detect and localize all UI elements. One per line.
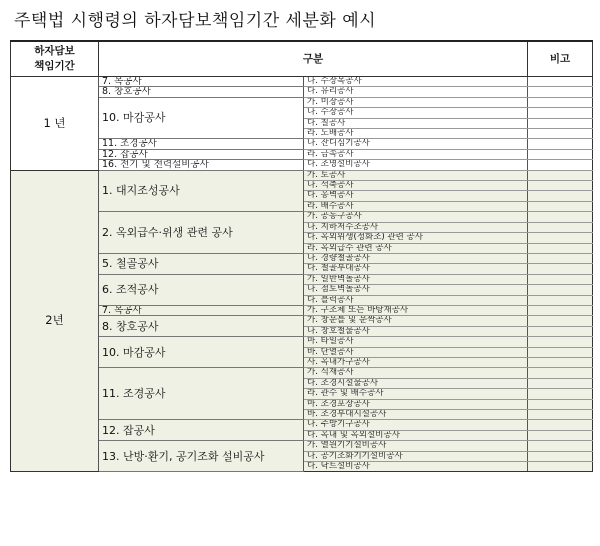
remark-cell (528, 212, 593, 222)
subcategory-cell: 가. 식재공사 (304, 368, 528, 378)
category-cell: 8. 창호공사 (99, 316, 304, 337)
remark-cell (528, 389, 593, 399)
subcategory-cell: 다. 조명설비공사 (304, 160, 528, 170)
remark-cell (528, 201, 593, 211)
subcategory-cell: 나. 점토벽돌공사 (304, 285, 528, 295)
subcategory-cell: 가. 미장공사 (304, 97, 528, 107)
subcategory-cell: 다. 닥트설비공사 (304, 462, 528, 472)
subcategory-cell: 다. 철골부대공사 (304, 264, 528, 274)
subcategory-cell: 나. 경량철골공사 (304, 253, 528, 263)
remark-cell (528, 87, 593, 97)
subcategory-cell: 라. 옥외급수 관련 공사 (304, 243, 528, 253)
category-cell: 12. 잡공사 (99, 420, 304, 441)
subcategory-cell: 가. 일반벽돌공사 (304, 274, 528, 284)
subcategory-cell: 다. 옥내 및 옥외설비공사 (304, 430, 528, 440)
subcategory-cell: 바. 단열공사 (304, 347, 528, 357)
table-row (11, 77, 593, 87)
period-cell: 2년 (11, 170, 99, 472)
remark-cell (528, 139, 593, 149)
remark-cell (528, 305, 593, 315)
category-cell: 16. 전기 및 전력설비공사 (99, 160, 304, 170)
remark-cell (528, 222, 593, 232)
header-period-line2: 책임기간 (34, 60, 75, 72)
remark-cell (528, 430, 593, 440)
table-body (11, 77, 593, 472)
table-row (11, 212, 593, 222)
remark-cell (528, 233, 593, 243)
subcategory-cell: 라. 관수 및 배수공사 (304, 389, 528, 399)
table-row (11, 368, 593, 378)
remark-cell (528, 243, 593, 253)
header-period (11, 41, 99, 77)
remark-cell (528, 253, 593, 263)
subcategory-cell: 나. 주방기구공사 (304, 420, 528, 430)
remark-cell (528, 191, 593, 201)
remark-cell (528, 285, 593, 295)
category-cell: 2. 옥외급수·위생 관련 공사 (99, 212, 304, 254)
subcategory-cell: 마. 타일공사 (304, 337, 528, 347)
table-row (11, 274, 593, 284)
subcategory-cell: 가. 공동구공사 (304, 212, 528, 222)
remark-cell (528, 410, 593, 420)
remark-cell (528, 326, 593, 336)
subcategory-cell: 바. 조경부대시설공사 (304, 410, 528, 420)
table-row (11, 253, 593, 263)
subcategory-cell: 나. 지하저수조공사 (304, 222, 528, 232)
remark-cell (528, 399, 593, 409)
subcategory-cell: 마. 조경포장공사 (304, 399, 528, 409)
table-row (11, 420, 593, 430)
subcategory-cell: 라. 배수공사 (304, 201, 528, 211)
category-cell: 7. 목공사 (99, 77, 304, 87)
remark-cell (528, 347, 593, 357)
remark-cell (528, 97, 593, 107)
remark-cell (528, 420, 593, 430)
header-period-line1: 하자담보 (34, 45, 75, 57)
category-cell: 8. 창호공사 (99, 87, 304, 97)
header-category: 구분 (99, 41, 528, 77)
remark-cell (528, 378, 593, 388)
table-header-row (11, 41, 593, 77)
table-row (11, 160, 593, 170)
category-cell: 11. 조경공사 (99, 139, 304, 149)
remark-cell (528, 108, 593, 118)
remark-cell (528, 441, 593, 451)
remark-cell (528, 368, 593, 378)
subcategory-cell: 나. 잔디심기공사 (304, 139, 528, 149)
remark-cell (528, 129, 593, 139)
category-cell: 10. 마감공사 (99, 97, 304, 139)
category-cell: 5. 철골공사 (99, 253, 304, 274)
subcategory-cell: 다. 칠공사 (304, 118, 528, 128)
table-row (11, 139, 593, 149)
remark-cell (528, 149, 593, 159)
subcategory-cell: 나. 창호철물공사 (304, 326, 528, 336)
header-remark: 비고 (528, 41, 593, 77)
table-row (11, 441, 593, 451)
remark-cell (528, 316, 593, 326)
subcategory-cell: 가. 열원기기설비공사 (304, 441, 528, 451)
subcategory-cell: 가. 토공사 (304, 170, 528, 180)
subcategory-cell: 사. 옥내가구공사 (304, 357, 528, 367)
subcategory-cell: 나. 수장목공사 (304, 77, 528, 87)
remark-cell (528, 170, 593, 180)
subcategory-cell: 다. 블럭공사 (304, 295, 528, 305)
category-cell: 13. 난방·환기, 공기조화 설비공사 (99, 441, 304, 472)
table-row (11, 149, 593, 159)
category-cell: 7. 목공사 (99, 305, 304, 315)
subcategory-cell: 라. 도배공사 (304, 129, 528, 139)
remark-cell (528, 181, 593, 191)
remark-cell (528, 264, 593, 274)
table-row (11, 170, 593, 180)
subcategory-cell: 다. 옥외위생(정화조) 관련 공사 (304, 233, 528, 243)
remark-cell (528, 357, 593, 367)
subcategory-cell: 나. 석축공사 (304, 181, 528, 191)
subcategory-cell: 나. 공기조화기기설비공사 (304, 451, 528, 461)
table-row (11, 87, 593, 97)
subcategory-cell: 다. 옹벽공사 (304, 191, 528, 201)
document-title: 주택법 시행령의 하자담보책임기간 세분화 예시 (14, 11, 377, 31)
warranty-period-table (10, 40, 593, 472)
subcategory-cell: 가. 창문틀 및 문짝공사 (304, 316, 528, 326)
remark-cell (528, 118, 593, 128)
subcategory-cell: 다. 조경시설물공사 (304, 378, 528, 388)
remark-cell (528, 337, 593, 347)
period-cell: 1 년 (11, 77, 99, 171)
category-cell: 6. 조적공사 (99, 274, 304, 305)
subcategory-cell: 다. 유리공사 (304, 87, 528, 97)
category-cell: 12. 잡공사 (99, 149, 304, 159)
subcategory-cell: 나. 수장공사 (304, 108, 528, 118)
subcategory-cell: 라. 금속공사 (304, 149, 528, 159)
table-row (11, 305, 593, 315)
remark-cell (528, 77, 593, 87)
category-cell: 11. 조경공사 (99, 368, 304, 420)
category-cell: 10. 마감공사 (99, 337, 304, 368)
category-cell: 1. 대지조성공사 (99, 170, 304, 212)
remark-cell (528, 462, 593, 472)
remark-cell (528, 274, 593, 284)
remark-cell (528, 295, 593, 305)
subcategory-cell: 가. 구조체 또는 바탕재공사 (304, 305, 528, 315)
table-row (11, 337, 593, 347)
remark-cell (528, 160, 593, 170)
table-row (11, 97, 593, 107)
remark-cell (528, 451, 593, 461)
table-row (11, 316, 593, 326)
